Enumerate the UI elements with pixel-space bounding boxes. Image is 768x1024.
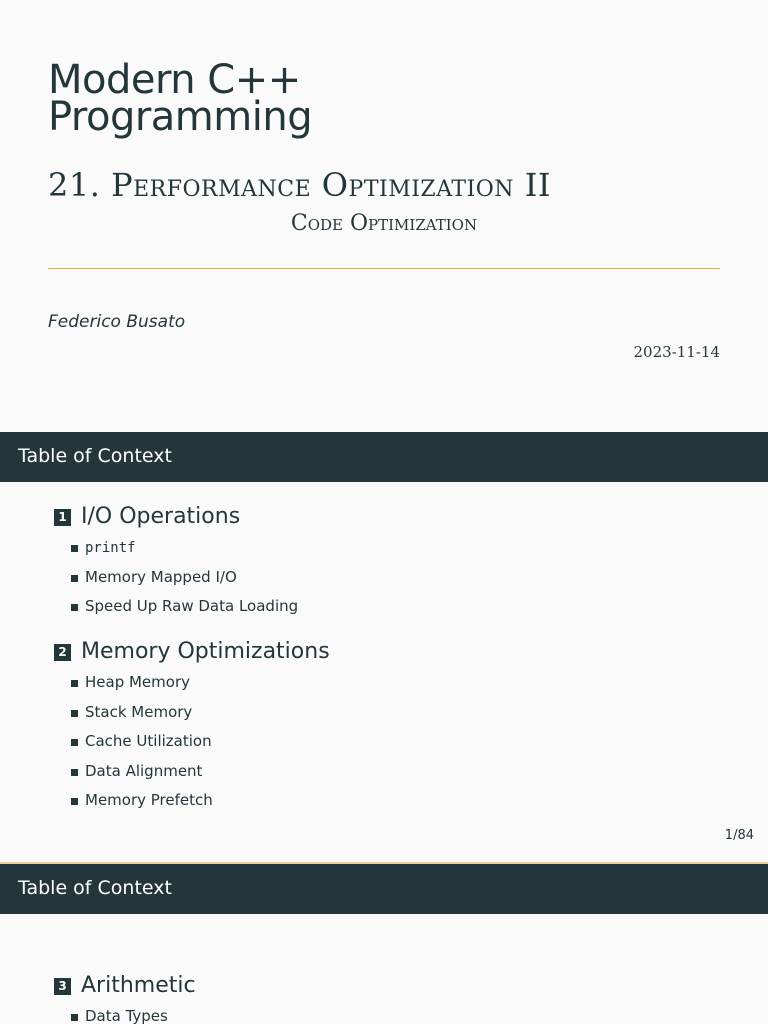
toc-item-memory-prefetch[interactable]: Memory Prefetch bbox=[54, 786, 330, 816]
presentation-subtitle: 21. Performance Optimization II bbox=[48, 166, 552, 204]
title-slide bbox=[0, 0, 768, 432]
toc-section-1[interactable] bbox=[54, 501, 298, 622]
frame-title-bar bbox=[0, 864, 768, 914]
frame-title: Table of Context bbox=[18, 877, 172, 899]
bullet-icon bbox=[71, 545, 78, 552]
bullet-icon bbox=[71, 710, 78, 717]
toc-item-cache-utilization[interactable]: Cache Utilization bbox=[54, 727, 330, 757]
section-number-badge: 1 bbox=[54, 509, 71, 526]
toc-item-data-alignment[interactable]: Data Alignment bbox=[54, 757, 330, 787]
bullet-icon bbox=[71, 769, 78, 776]
presentation-date: 2023-11-14 bbox=[633, 343, 720, 361]
bullet-icon bbox=[71, 604, 78, 611]
presentation-title bbox=[48, 57, 313, 140]
page-number: 1/84 bbox=[724, 828, 754, 843]
toc-item-printf[interactable]: printf bbox=[54, 533, 298, 563]
section-title[interactable]: Memory Optimizations bbox=[81, 638, 330, 664]
section-number-badge: 3 bbox=[54, 978, 71, 995]
title-divider bbox=[48, 268, 720, 269]
author-name: Federico Busato bbox=[48, 312, 186, 332]
toc-section-3[interactable] bbox=[54, 970, 196, 1024]
bullet-icon bbox=[71, 798, 78, 805]
frame-title: Table of Context bbox=[18, 445, 172, 467]
toc-item-speed-up-raw-data-loading[interactable]: Speed Up Raw Data Loading bbox=[54, 592, 298, 622]
section-title[interactable]: Arithmetic bbox=[81, 972, 196, 998]
bullet-icon bbox=[71, 575, 78, 582]
toc-item-heap-memory[interactable]: Heap Memory bbox=[54, 668, 330, 698]
toc-item-stack-memory[interactable]: Stack Memory bbox=[54, 698, 330, 728]
toc-slide-1 bbox=[0, 432, 768, 862]
section-number-badge: 2 bbox=[54, 644, 71, 661]
toc-item-memory-mapped-io[interactable]: Memory Mapped I/O bbox=[54, 563, 298, 593]
section-title[interactable]: I/O Operations bbox=[81, 503, 241, 529]
bullet-icon bbox=[71, 680, 78, 687]
bullet-icon bbox=[71, 739, 78, 746]
title-line-2: Programming bbox=[48, 94, 313, 140]
title-line-1: Modern C++ bbox=[48, 57, 301, 103]
bullet-icon bbox=[71, 1014, 78, 1021]
frame-title-bar bbox=[0, 432, 768, 482]
toc-slide-2 bbox=[0, 864, 768, 1024]
toc-section-2[interactable] bbox=[54, 636, 330, 816]
toc-item-data-types[interactable]: Data Types bbox=[54, 1002, 196, 1024]
presentation-subsubtitle: Code Optimization bbox=[290, 211, 478, 236]
